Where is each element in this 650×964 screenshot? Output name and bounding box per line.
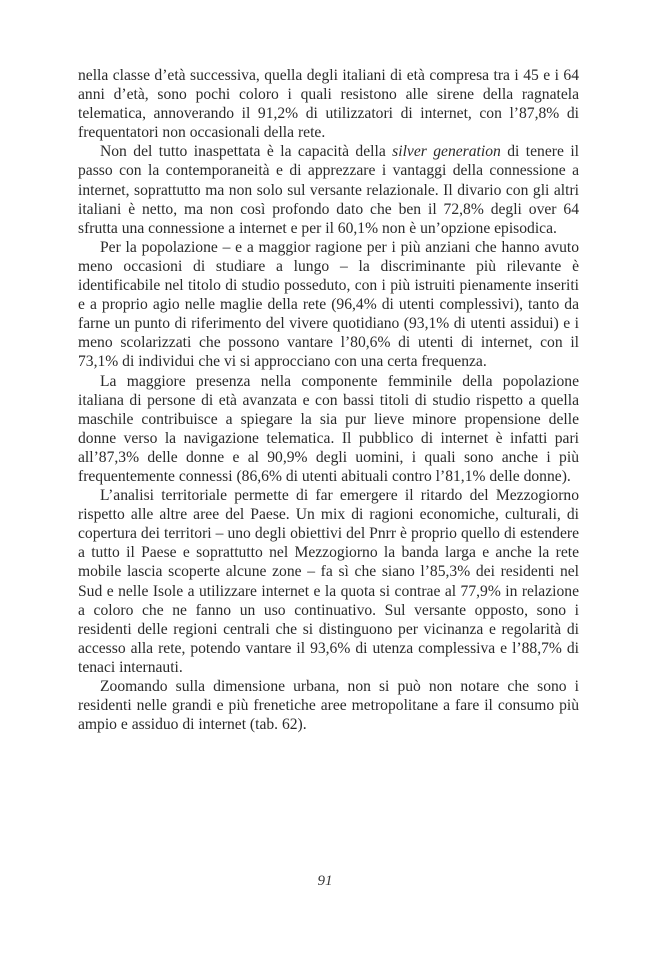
page-number: 91 bbox=[317, 873, 333, 889]
paragraph-2-text-a: Non del tutto inaspettata è la capacità della bbox=[100, 143, 393, 161]
paragraph-3 bbox=[78, 238, 579, 372]
paragraph-3-text: Per la popolazione – e a maggior ragione per i più anziani che hanno avuto meno occasioni di studiare a lungo – la discriminante più rilevante è identificabile nel titolo di studio posseduto, con i più istruiti pienamente inseriti e a proprio agio nelle maglie della rete (96,4% di utenti complessivi), tanto da farne un punto di riferimento del vivere quotidiano (93,1% di utenti assidui) e i meno scolarizzati che possono vantare l’80,6% di utenti di internet, con il 73,1% di individui che vi si approcciano con una certa frequenza. bbox=[78, 238, 579, 371]
body-text bbox=[78, 66, 579, 734]
paragraph-1 bbox=[78, 66, 579, 142]
paragraph-2 bbox=[78, 142, 579, 237]
paragraph-2-text-b: di tenere il passo con la contemporaneità e di apprezzare i vantaggi della connessione a internet, soprattutto ma non solo sul versante relazionale. Il divario con gli altri italiani è netto, ma non così profondo dato che ben il 72,8% degli over 64 sfrutta una connessione a internet e per il 60,1% non è un’opzione episodica. bbox=[78, 143, 579, 237]
paragraph-5 bbox=[78, 486, 579, 677]
paragraph-2-italic-term: silver generation bbox=[392, 143, 501, 161]
paragraph-4-text: La maggiore presenza nella componente femminile della popolazione italiana di persone di età avanzata e con bassi titoli di studio rispetto a quella maschile contribuisce a spiegare la sia pur lieve minore propensione delle donne verso la navigazione telematica. Il pubblico di internet è infatti pari all’87,3% delle donne e al 90,9% degli uomini, i quali sono anche i più frequentemente connessi (86,6% di utenti abituali contro l’81,1% delle donne). bbox=[78, 372, 579, 485]
paragraph-5-text: L’analisi territoriale permette di far emergere il ritardo del Mezzogiorno rispetto alle altre aree del Paese. Un mix di ragioni economiche, culturali, di copertura dei territori – uno degli obiettivi del Pnrr è proprio quello di estendere a tutto il Paese e soprattutto nel Mezzogiorno la banda larga e anche la rete mobile lascia scoperte alcune zone – fa sì che siano l’85,3% dei residenti nel Sud e nelle Isole a utilizzare internet e la quota si contrae al 77,9% in relazione a coloro che ne fanno un uso continuativo. Sul versante opposto, sono i residenti delle regioni centrali che si distinguono per vicinanza e regolarità di accesso alla rete, potendo vantare il 93,6% di utenza complessiva e l’88,7% di tenaci internauti. bbox=[78, 487, 579, 676]
paragraph-4 bbox=[78, 372, 579, 487]
paragraph-6 bbox=[78, 677, 579, 734]
paragraph-6-text: Zoomando sulla dimensione urbana, non si può non notare che sono i residenti nelle grandi e più frenetiche aree metropolitane a fare il consumo più ampio e assiduo di internet (tab. 62). bbox=[78, 678, 579, 734]
paragraph-1-text: nella classe d’età successiva, quella degli italiani di età compresa tra i 45 e i 64 anni d’età, sono pochi coloro i quali resistono alle sirene della ragnatela telematica, annoverando il 91,2% di utilizzatori di internet, con l’87,8% di frequentatori non occasionali della rete. bbox=[78, 67, 579, 142]
